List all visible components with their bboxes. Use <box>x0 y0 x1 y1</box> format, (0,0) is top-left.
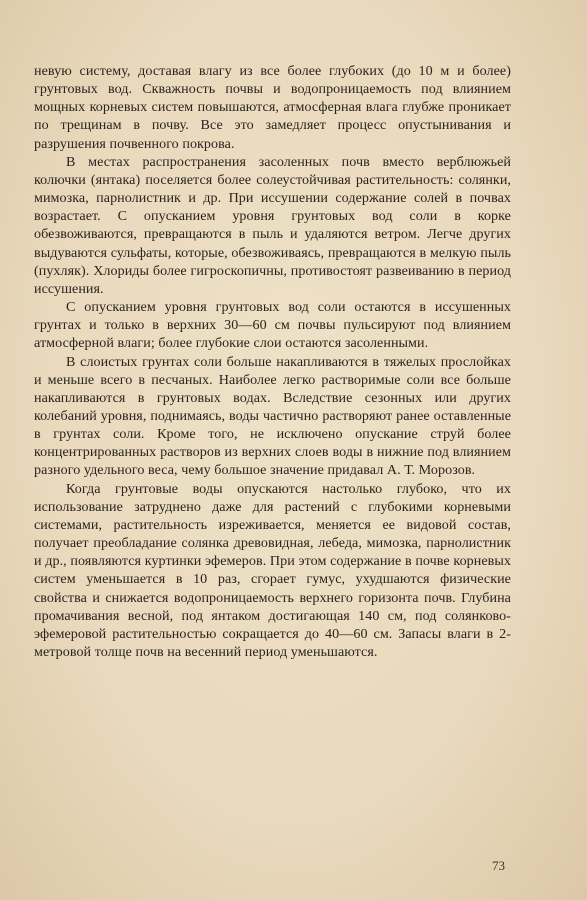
paragraph-2: В местах распространения засоленных почв вместо верблюжьей колючки (янтака) поселяется более солеустойчивая растительность: солянки, мимозка, парнолистник и др. При иссушении содержание солей в почвах возрастает. С опусканием уровня грунтовых вод соли в корке обезвоживаются, превращаются в пыль и удаляются ветром. Легче других выдуваются сульфаты, которые, обезвоживаясь, превращаются в мелкую пыль (пухляк). Хлориды более гигроскопичны, противостоят развеиванию в период иссушения. <box>34 153 511 297</box>
paragraph-4: В слоистых грунтах соли больше накапливаются в тяжелых прослойках и меньше всего в песчаных. Наиболее легко растворимые соли все больше накапливаются в грунтовых водах. Вследствие сезонных или других колебаний уровня, поднимаясь, воды частично растворяют ранее оставленные в грунтах соли. Кроме того, не исключено опускание струй более концентрированных растворов из верхних слоев воды в нижние под влиянием разного удельного веса, чему большое значение придавал А. Т. Морозов. <box>34 353 511 479</box>
body-text <box>34 62 511 661</box>
paragraph-3: С опусканием уровня грунтовых вод соли остаются в иссушенных грунтах и только в верхних 30—60 см почвы пульсируют под влиянием атмосферной влаги; более глубокие слои остаются засоленными. <box>34 299 511 352</box>
paragraph-1: невую систему, доставая влагу из все более глубоких (до 10 м и более) грунтовых вод. Скважность почвы и водопроницаемость под влиянием мощных корневых систем повышаются, атмосферная влага глубже проникает по трещинам в почву. Все это замедляет процесс опустынивания и разрушения почвенного покрова. <box>34 63 511 152</box>
page-number: 73 <box>492 858 505 873</box>
paragraph-5: Когда грунтовые воды опускаются настолько глубоко, что их использование затруднено даже для растений с глубокими корневыми системами, растительность изреживается, меняется ее видовой состав, получает преобладание солянка древовидная, лебеда, мимозка, парнолистник и др., появляются куртинки эфемеров. При этом содержание в почве корневых систем уменьшается в 10 раз, сгорает гумус, ухудшаются физические свойства и снижается водопроницаемость верхнего горизонта почв. Глубина промачивания весной, под янтаком достигающая 140 см, под солянково-эфемеровой растительностью сокращается до 40—60 см. Запасы влаги в 2-метровой толще почв на весенний период уменьшаются. <box>34 480 511 660</box>
